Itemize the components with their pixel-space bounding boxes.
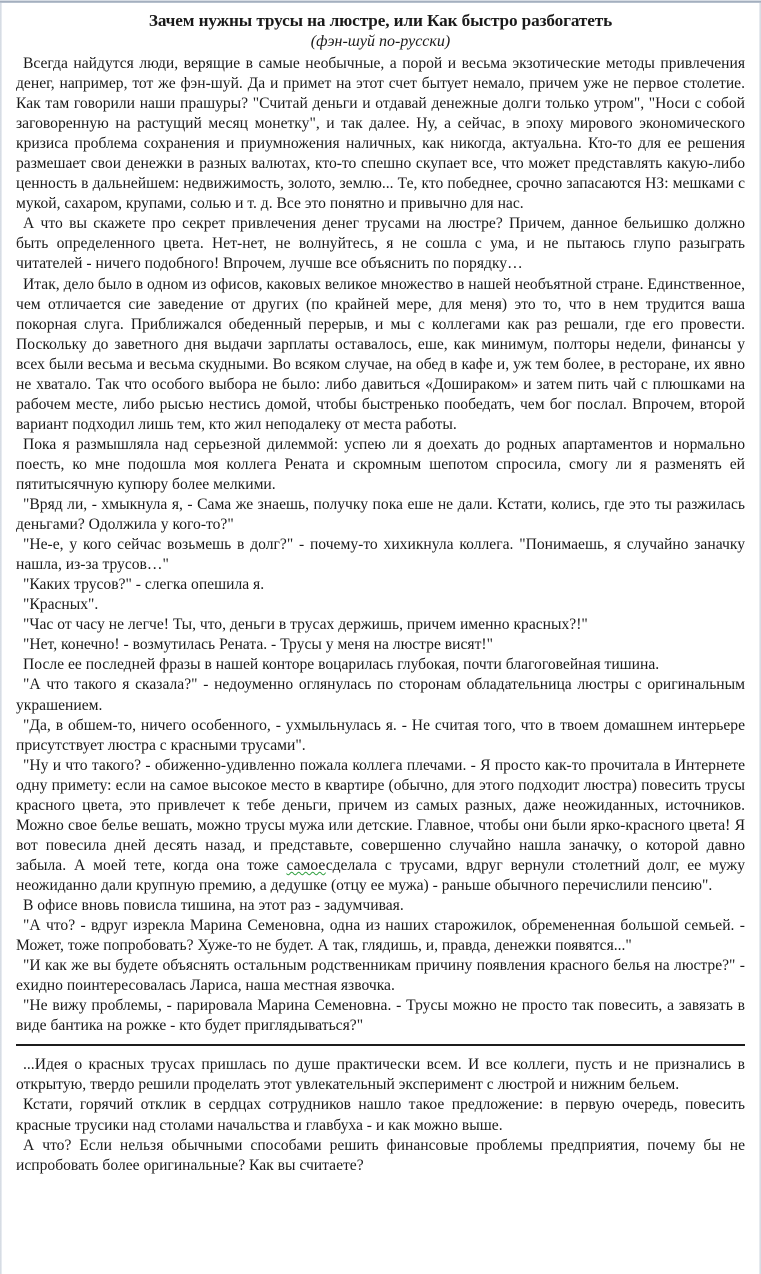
paragraph-2: А что вы скажете про секрет привлечения денег трусами на люстре? Причем, данное бельишко должно быть определенного цвета. Нет-нет, не волнуйтесь, я не сошла с ума, и не пытаюсь глупо разыграть читателей - ничего подобного! Впрочем, лучше все объяснить по порядку… — [16, 215, 745, 273]
paragraph-1: Всегда найдутся люди, верящие в самые необычные, а порой и весьма экзотические методы привлечения денег, например, тот же фэн-шуй. Да и примет на этот счет бытует немало, причем уже не первое столетие. Как там говорили наши прашуры? "Считай деньги и отдавай денежные долги только утром", "Носи с собой заговоренную на растущий месяц монетку", и так далее. Ну, а сейчас, в эпоху мирового экономического кризиса проблема сохранения и приумножения наличных, как никогда, актуальна. Кто-то для ее решения размешает свои денежки в разных валютах, кто-то спешно скупает все, что может представлять какую-либо ценность в дальнейшем: недвижимость, золото, землю... Те, кто победнее, срочно запасаются НЗ: мешками с мукой, сахаром, крупами, солью и т. д. Все это понятно и привычно для нас. — [16, 55, 745, 213]
paragraph-15: В офисе вновь повисла тишина, на этот раз - задумчивая. — [23, 896, 404, 914]
paragraph-11: После ее последней фразы в нашей конторе воцарилась глубокая, почти благоговейная тишина. — [23, 656, 660, 674]
paragraph-8: "Красных". — [23, 596, 99, 614]
section-divider — [16, 1044, 745, 1046]
document-closing-section — [16, 1055, 745, 1176]
closing-paragraph-1: ...Идея о красных трусах пришлась по душе практически всем. И все коллеги, пусть и не признались в открытую, твердо решили проделать этот увлекательный эксперимент с люстрой и нижним бельем. — [16, 1056, 745, 1094]
closing-paragraph-3: А что? Если нельзя обычными способами решить финансовые проблемы предприятия, почему бы не испробовать более оригинальные? Как вы считаете? — [16, 1136, 745, 1174]
paragraph-9: "Час от часу не легче! Ты, что, деньги в трусах держишь, причем именно красных?!" — [23, 616, 588, 634]
paragraph-4: Пока я размышляла над серьезной дилеммой: успею ли я доехать до родных апартаментов и нормально поесть, ко мне подошла моя коллега Рената и скромным шепотом спросила, смогу ли я разменять ей пятитысячную купюру более мелкими. — [16, 435, 745, 493]
closing-paragraph-2: Кстати, горячий отклик в сердцах сотрудников нашло такое предложение: в первую очередь, повесить красные трусики над столами начальства и главбуха - и как можно выше. — [16, 1096, 745, 1134]
paragraph-13: "Да, в обшем-то, ничего особенного, - ухмыльнулась я. - Не считая того, что в твоем домашнем интерьере присутствует люстра с красными трусами". — [16, 716, 745, 754]
paragraph-17: "И как же вы будете объяснять остальным родственникам причину появления красного белья на люстре?" - ехидно поинтересовалась Лариса, наша местная язвочка. — [16, 957, 745, 995]
document-body — [16, 54, 745, 1036]
paragraph-14-continuation: сделала с трусами, вдруг вернули столетний долг, ее мужу неожиданно дали крупную премию, а дедушке (отцу ее мужа) - раньше обычного перечислили пенсию". — [16, 856, 745, 894]
paragraph-16: "А что? - вдруг изрекла Марина Семеновна, одна из наших старожилок, обремененная большой семьей. - Может, тоже попробовать? Хуже-то не будет. А так, глядишь, и, правда, денежки появятся..." — [16, 917, 745, 955]
paragraph-18: "Не вижу проблемы, - парировала Марина Семеновна. - Трусы можно не просто так повесить, а завязать в виде бантика на рожке - кто будет приглядываться?" — [16, 997, 745, 1035]
document-title: Зачем нужны трусы на люстре, или Как быстро разбогатеть — [148, 11, 613, 30]
document-content — [2, 3, 759, 1176]
paragraph-12: "А что такого я сказала?" - недоуменно оглянулась по сторонам обладательница люстры с оригинальным украшением. — [16, 676, 745, 714]
paragraph-7: "Каких трусов?" - слегка опешила я. — [23, 576, 265, 594]
paragraph-14 — [16, 756, 745, 896]
paragraph-10: "Нет, конечно! - возмутилась Рената. - Трусы у меня на люстре висят!" — [23, 636, 493, 654]
spellcheck-underlined-word[interactable]: самое — [286, 856, 326, 874]
paragraph-6: "Не-е, у кого сейчас возьмешь в долг?" - почему-то хихикнула коллега. "Понимаешь, я случайно заначку нашла, из-за трусов…" — [16, 536, 745, 574]
paragraph-3: Итак, дело было в одном из офисов, каковых великое множество в нашей необъятной стране. Единственное, чем отличается сие заведение от других (по крайней мере, для меня) это то, что в нем трудится ваша покорная слуга. Приближался обеденный перерыв, и мы с коллегами как раз решали, где его провести. Поскольку до заветного дня выдачи зарплаты оставалось, еше, как минимум, полторы недели, финансы у всех были весьма и весьма скудными. Во всяком случае, на обед в кафе и, уж тем более, в ресторане, их явно не хватало. Так что особого выбора не было: либо давиться «Дошираком» и затем пить чай с плюшками на рабочем месте, либо рысью нестись домой, чтобы быстренько пообедать, чем бог послал. Впрочем, второй вариант подходил лишь тем, кто жил неподалеку от места работы. — [16, 275, 745, 433]
paragraph-5: "Вряд ли, - хмыкнула я, - Сама же знаешь, получку пока еше не дали. Кстати, колись, где это ты разжилась деньгами? Одолжила у кого-то?" — [16, 496, 745, 534]
document-subtitle: (фэн-шуй по-русски) — [310, 33, 451, 50]
paragraph-14-text: "Ну и что такого? - обиженно-удивленно пожала коллега плечами. - Я просто как-то прочитала в Интернете одну примету: если на самое высокое место в квартире (обычно, для этого подходит люстра) повесить трусы красного цвета, это привлечет к тебе деньги, причем из самых разных, даже неожиданных, источников. Можно свое белье вешать, можно трусы мужа или детские. Главное, чтобы они были ярко-красного цвета! Я вот повесила дней десять назад, и представьте, совершенно случайно нашла заначку, о которой давно забыла. А моей тете, когда она тоже — [16, 756, 745, 874]
